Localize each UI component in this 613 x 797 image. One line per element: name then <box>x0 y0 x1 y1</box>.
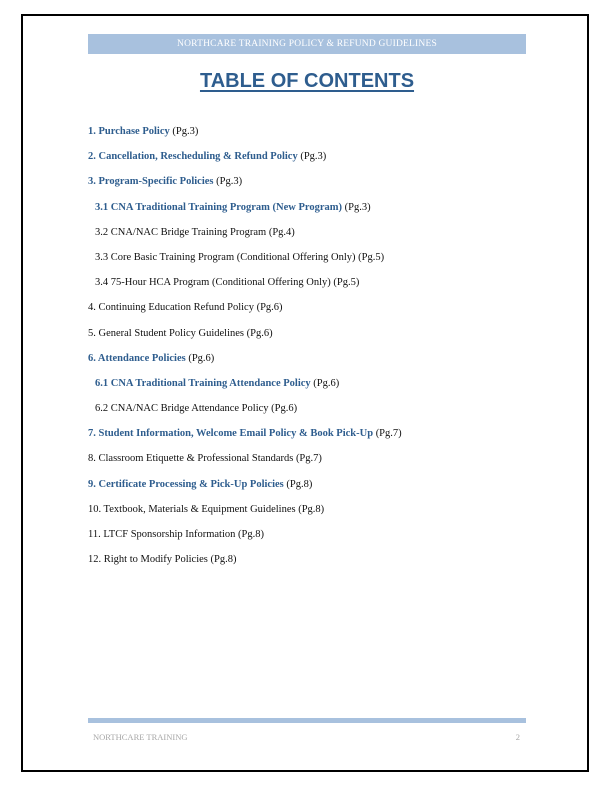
table-of-contents <box>88 126 528 579</box>
toc-entry <box>88 277 528 302</box>
toc-entry-page: (Pg.6) <box>313 377 340 389</box>
toc-entry-title: 6. Attendance Policies <box>88 352 186 364</box>
toc-entry-title: 3. Program-Specific Policies <box>88 176 214 188</box>
toc-entry-page: (Pg.8) <box>210 554 237 566</box>
toc-entry-title: 12. Right to Modify Policies <box>88 554 208 566</box>
toc-entry-page: (Pg.4) <box>268 226 295 238</box>
toc-entry-page: (Pg.3) <box>300 151 327 163</box>
toc-entry-page: (Pg.3) <box>216 176 243 188</box>
toc-entry-title: 7. Student Information, Welcome Email Policy & Book Pick-Up <box>88 428 374 440</box>
toc-entry-title: 10. Textbook, Materials & Equipment Guidelines <box>88 503 296 515</box>
toc-entry <box>88 428 528 453</box>
footer-organization: NORTHCARE TRAINING <box>93 732 188 742</box>
toc-entry <box>88 554 528 579</box>
toc-entry-page: (Pg.3) <box>344 201 371 213</box>
toc-entry-page: (Pg.5) <box>358 251 385 263</box>
running-header <box>88 34 526 54</box>
toc-entry <box>88 453 528 478</box>
toc-entry-title: 8. Classroom Etiquette & Professional Standards <box>88 453 294 465</box>
toc-entry-title: 2. Cancellation, Rescheduling & Refund Policy <box>88 151 298 163</box>
toc-entry <box>88 302 528 327</box>
toc-entry <box>88 151 528 176</box>
toc-entry <box>88 252 528 277</box>
toc-entry <box>88 353 528 378</box>
toc-entry-title: 3.2 CNA/NAC Bridge Training Program <box>95 226 267 238</box>
toc-entry-page: (Pg.6) <box>246 327 273 339</box>
toc-entry <box>88 227 528 252</box>
toc-entry <box>88 202 528 227</box>
toc-entry-page: (Pg.8) <box>286 478 313 490</box>
toc-entry <box>88 479 528 504</box>
toc-entry <box>88 504 528 529</box>
toc-entry <box>88 378 528 403</box>
toc-entry-title: 6.2 CNA/NAC Bridge Attendance Policy <box>95 403 269 415</box>
toc-entry-page: (Pg.6) <box>271 403 298 415</box>
toc-entry-page: (Pg.8) <box>238 529 264 540</box>
toc-entry-page: (Pg.8) <box>298 503 325 515</box>
running-header-text: NORTHCARE TRAINING POLICY & REFUND GUIDELINES <box>177 39 437 49</box>
toc-entry <box>88 176 528 201</box>
toc-entry-title: 11. LTCF Sponsorship Information <box>88 529 236 540</box>
toc-entry-title: 5. General Student Policy Guidelines <box>88 327 245 339</box>
toc-entry-title: 6.1 CNA Traditional Training Attendance Policy <box>95 377 311 389</box>
toc-entry-title: 3.3 Core Basic Training Program (Conditional Offering Only) <box>95 251 356 263</box>
toc-entry-title: 3.1 CNA Traditional Training Program (New Program) <box>95 201 343 213</box>
toc-entry <box>88 126 528 151</box>
toc-entry-page: (Pg.6) <box>188 352 215 364</box>
toc-entry-title: 4. Continuing Education Refund Policy <box>88 302 254 314</box>
toc-entry <box>88 529 528 554</box>
toc-entry-page: (Pg.7) <box>375 428 402 440</box>
toc-entry-title: 3.4 75-Hour HCA Program (Conditional Offering Only) <box>95 277 331 289</box>
toc-entry-title: 9. Certificate Processing & Pick-Up Policies <box>88 478 284 490</box>
toc-entry <box>88 328 528 353</box>
footer-divider <box>88 718 526 723</box>
page-title: TABLE OF CONTENTS <box>199 70 415 92</box>
toc-entry-title: 1. Purchase Policy <box>88 126 170 137</box>
page-number: 2 <box>515 732 520 742</box>
toc-entry-page: (Pg.3) <box>172 126 199 137</box>
toc-entry-page: (Pg.5) <box>333 277 360 289</box>
toc-entry <box>88 403 528 428</box>
toc-entry-page: (Pg.7) <box>295 453 322 465</box>
toc-entry-page: (Pg.6) <box>256 302 283 314</box>
